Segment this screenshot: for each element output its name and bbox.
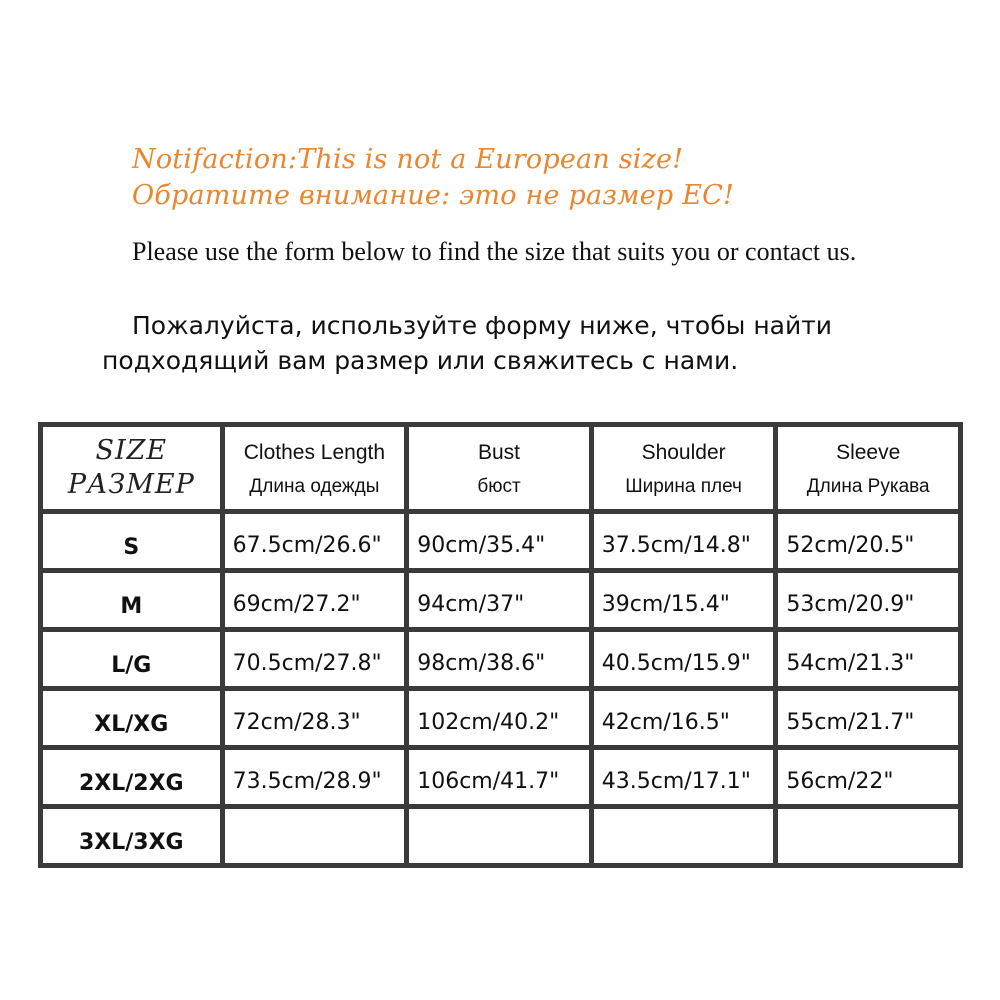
clothes-length-cell: 67.5cm/26.6" [225,514,410,573]
bust-cell: 94cm/37" [409,573,594,632]
bust-cell: 106cm/41.7" [409,750,594,809]
clothes-length-cell [225,809,410,868]
shoulder-cell: 43.5cm/17.1" [594,750,779,809]
shoulder-cell: 42cm/16.5" [594,691,779,750]
size-header-cell [38,422,225,514]
clothes-length-cell: 69cm/27.2" [225,573,410,632]
sleeve-cell: 54cm/21.3" [778,632,963,691]
table-row [38,809,963,868]
size-chart-table [38,422,963,868]
shoulder-cell [594,809,779,868]
table-row [38,632,963,691]
column-header-russian: бюст [477,476,521,497]
column-header-shoulder [594,422,779,514]
bust-cell: 90cm/35.4" [409,514,594,573]
column-header-sleeve [778,422,963,514]
column-header-bust [409,422,594,514]
table-row [38,691,963,750]
bust-cell [409,809,594,868]
sleeve-cell: 56cm/22" [778,750,963,809]
table-header-row [38,422,963,514]
size-header-english: SIZE [95,435,168,466]
table-row [38,573,963,632]
notice-russian: Обратите внимание: это не размер ЕС! [132,180,735,211]
column-header-english: Bust [477,441,521,464]
size-label-cell: 3XL/3XG [38,809,225,868]
sleeve-cell: 55cm/21.7" [778,691,963,750]
clothes-length-cell: 73.5cm/28.9" [225,750,410,809]
column-header-clothes-length [225,422,410,514]
size-notice [132,142,734,214]
column-header-english: Clothes Length [243,441,386,464]
column-header-russian: Длина Рукава [806,476,930,497]
bust-cell: 102cm/40.2" [409,691,594,750]
clothes-length-cell: 70.5cm/27.8" [225,632,410,691]
shoulder-cell: 40.5cm/15.9" [594,632,779,691]
shoulder-cell: 39cm/15.4" [594,573,779,632]
notice-english: Notifaction:This is not a European size! [132,144,684,175]
sleeve-cell: 52cm/20.5" [778,514,963,573]
size-label-cell: XL/XG [38,691,225,750]
shoulder-cell: 37.5cm/14.8" [594,514,779,573]
column-header-russian: Ширина плеч [625,476,742,497]
intro-english: Please use the form below to find the size that suits you or contact us. [132,237,857,266]
size-label-cell: M [38,573,225,632]
sleeve-cell: 53cm/20.9" [778,573,963,632]
bust-cell: 98cm/38.6" [409,632,594,691]
column-header-english: Shoulder [641,441,726,464]
sleeve-cell [778,809,963,868]
intro-russian: Пожалуйста, используйте форму ниже, чтобы найти подходящий вам размер или свяжитесь с нами. [102,311,833,375]
size-label-cell: 2XL/2XG [38,750,225,809]
table-row [38,514,963,573]
column-header-russian: Длина одежды [249,476,380,497]
size-label-cell: L/G [38,632,225,691]
table-row [38,750,963,809]
column-header-english: Sleeve [836,441,901,464]
size-label-cell: S [38,514,225,573]
size-header-russian: РАЗМЕР [67,469,195,500]
clothes-length-cell: 72cm/28.3" [225,691,410,750]
